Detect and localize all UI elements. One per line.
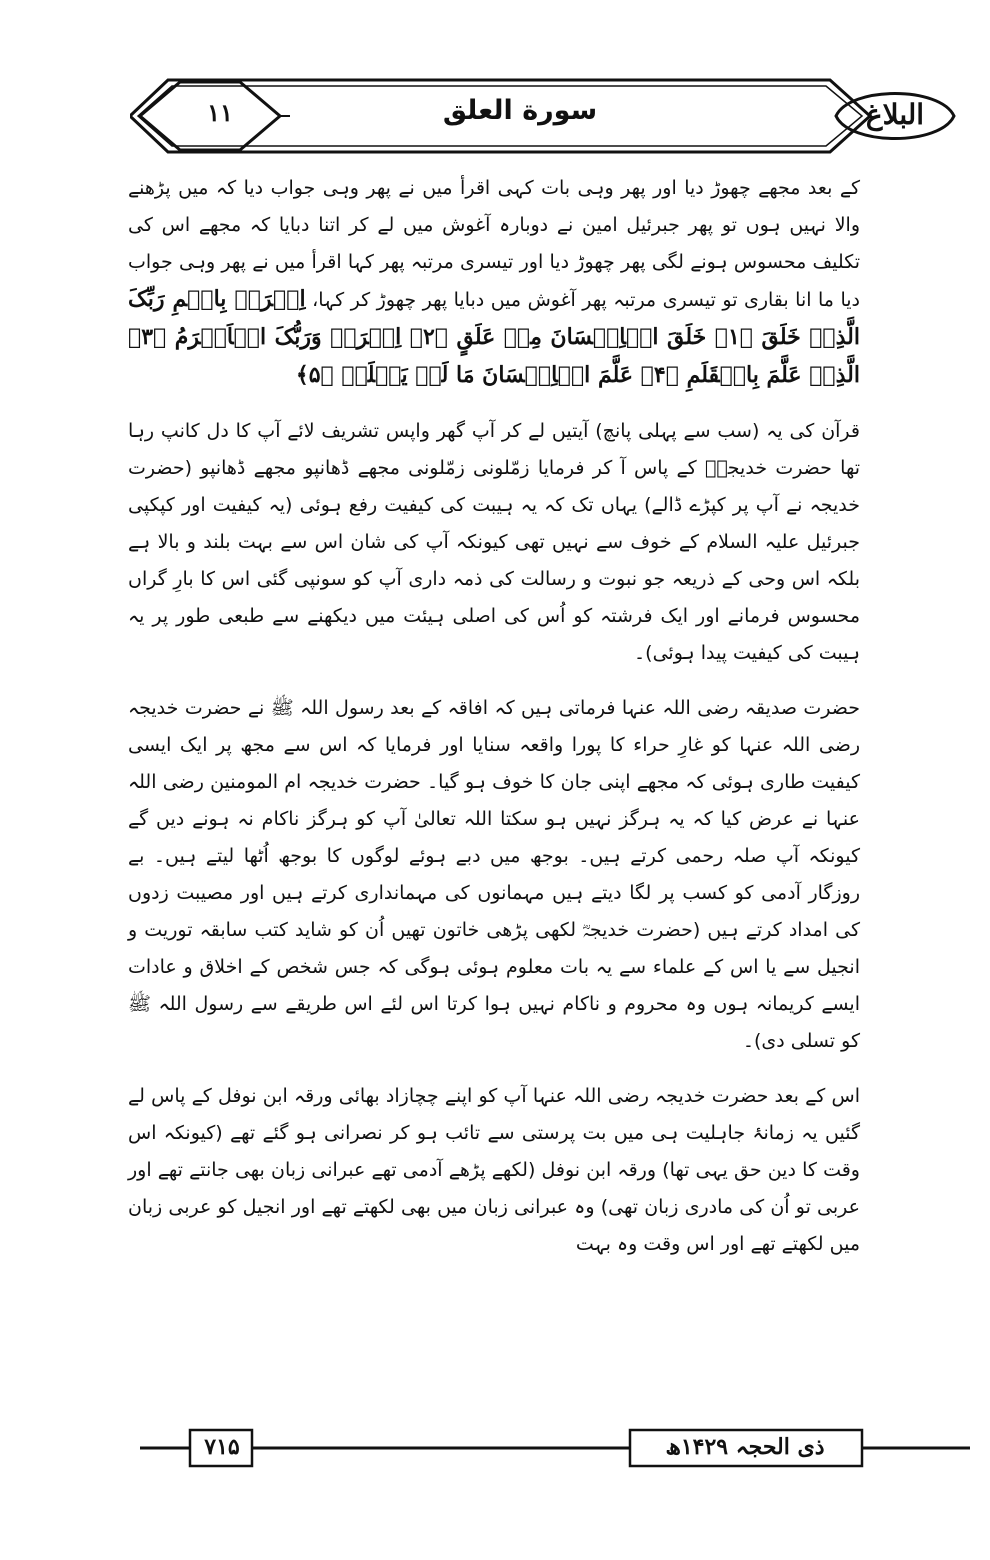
page-header <box>130 62 875 170</box>
paragraph-4 <box>128 1078 860 1263</box>
page-footer <box>140 1420 970 1480</box>
article-body <box>128 170 860 1263</box>
paragraph-text: اس کے بعد حضرت خدیجہ رضی اللہ عنہا آپ کو اپنے چچازاد بھائی ورقہ ابن نوفل کے پاس لے گئیں یہ زمانۂ جاہلیت ہی میں بت پرستی سے تائب ہو کر نصرانی ہو گئے تھے (کیونکہ اس وقت کا دین حق یہی تھا) ورقہ ابن نوفل (لکھے پڑھے آدمی تھے عبرانی زبان بھی جانتے تھے اور عربی تو اُن کی مادری زبان تھی) وہ عبرانی زبان میں بھی لکھتے تھے اور انجیل کو عربی زبان میں لکھتے تھے اور اس وقت وہ بہت <box>128 1085 860 1255</box>
quran-verses: اِقۡرَاۡ بِاسۡمِ رَبِّکَ الَّذِیۡ خَلَقَ ﴿۱﴾ خَلَقَ الۡاِنۡسَانَ مِنۡ عَلَقٍ ﴿۲﴾ اِقۡرَاۡ وَرَبُّکَ الۡاَکۡرَمُ ﴿۳﴾ الَّذِیۡ عَلَّمَ بِالۡقَلَمِ ﴿۴﴾ عَلَّمَ الۡاِنۡسَانَ مَا لَمۡ یَعۡلَمۡ ﴿۵﴾ <box>128 286 860 388</box>
logo-text: البلاغ <box>865 98 925 131</box>
paragraph-2 <box>128 413 860 672</box>
paragraph-text: قرآن کی یہ (سب سے پہلی پانچ) آیتیں لے کر آپ گھر واپس تشریف لائے آپ کا دل کانپ رہا تھا حضرت خدیجہؓ کے پاس آ کر فرمایا زمّلونی زمّلونی مجھے ڈھانپو مجھے ڈھانپو (حضرت خدیجہ نے آپ پر کپڑے ڈالے) یہاں تک کہ یہ ہیبت کی کیفیت رفع ہوئی (یہ کیفیت اور کپکپی جبرئیل علیہ السلام کے خوف سے نہیں تھی کیونکہ آپ کی شان اس سے بہت بلند و بالا ہے بلکہ اس وحی کے ذریعہ جو نبوت و رسالت کی ذمہ داری آپ کو سونپی گئی اس کا بارِ گراں محسوس فرمانے اور ایک فرشتہ کو اُس کی اصلی ہیئت میں دیکھنے سے طبعی طور پر یہ ہیبت کی کیفیت پیدا ہوئی)۔ <box>128 420 860 664</box>
footer-issue-date: ذی الحجہ ۱۴۲۹ھ <box>665 1434 825 1460</box>
magazine-logo <box>830 80 960 152</box>
paragraph-text: حضرت صدیقہ رضی اللہ عنہا فرماتی ہیں کہ افاقہ کے بعد رسول اللہ ﷺ نے حضرت خدیجہ رضی اللہ عنہا کو غارِ حراء کا پورا واقعہ سنایا اور فرمایا کہ اس سے مجھ پر ایک ایسی کیفیت طاری ہوئی کہ مجھے اپنی جان کا خوف ہو گیا۔ حضرت خدیجہ ام المومنین رضی اللہ عنہا نے عرض کیا کہ یہ ہرگز نہیں ہو سکتا اللہ تعالیٰ آپ کو ہرگز ناکام نہ ہونے دیں گے کیونکہ آپ صلہ رحمی کرتے ہیں۔ بوجھ میں دبے ہوئے لوگوں کا بوجھ اُٹھا لیتے ہیں۔ بے روزگار آدمی کو کسب پر لگا دیتے ہیں مہمانوں کی مہمانداری کرتے ہیں اور مصیبت زدوں کی امداد کرتے ہیں (حضرت خدیجہؓ لکھی پڑھی خاتون تھیں اُن کو شاید کتب سابقہ توریت و انجیل سے یا اس کے علماء سے یہ بات معلوم ہوئی ہوگی کہ جس شخص کے اخلاق و عادات ایسے کریمانہ ہوں وہ محروم و ناکام نہیں ہوا کرتا اس لئے اس طریقے سے رسول اللہ ﷺ کو تسلی دی)۔ <box>128 697 860 1052</box>
surah-title: سورة العلق <box>442 95 598 126</box>
footer-issue-number: ۷۱۵ <box>204 1434 240 1460</box>
paragraph-3 <box>128 690 860 1060</box>
paragraph-1 <box>128 170 860 395</box>
page-number: ۱۱ <box>207 98 233 127</box>
paragraph-text: کے بعد مجھے چھوڑ دیا اور پھر وہی بات کہی اقرأ میں نے پھر وہی جواب دیا کہ میں پڑھنے والا نہیں ہوں تو پھر جبرئیل امین نے دوبارہ آغوش میں لے کر اتنا دبایا کہ مجھے اس کی تکلیف محسوس ہونے لگی پھر چھوڑ دیا اور تیسری مرتبہ پھر کہا اقرأ میں نے پھر وہی جواب دیا ما انا بقاری تو تیسری مرتبہ پھر آغوش میں دبایا پھر چھوڑ کر کہا، <box>128 177 861 311</box>
